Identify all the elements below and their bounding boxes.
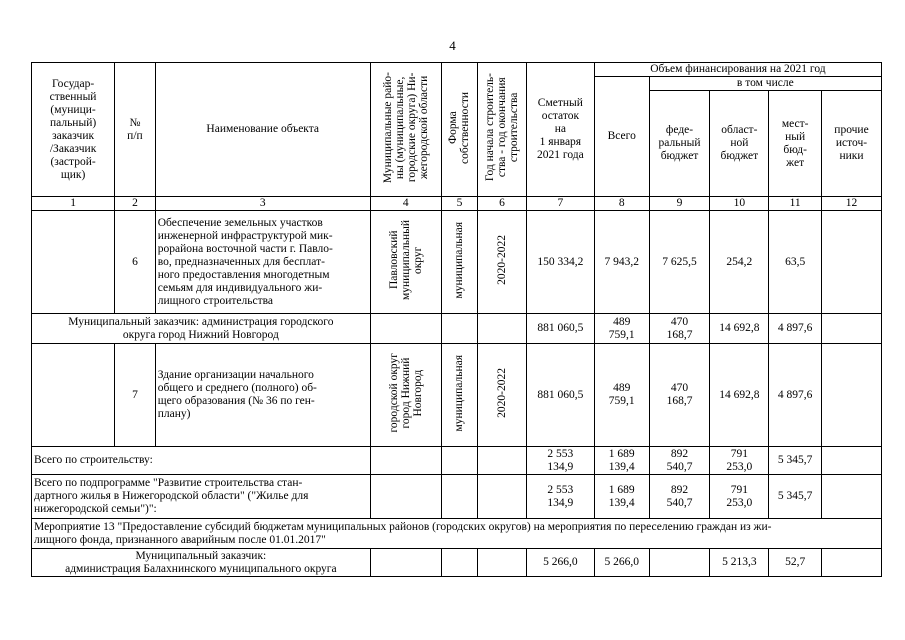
column-number: 4 [370,197,441,211]
cell-district [370,549,441,577]
cell-ownership [441,475,478,519]
cell-balance: 2 553 134,9 [526,447,594,475]
cell-object-name: Обеспечение земельных участков инженерной инфраструктурой мик- рорайона восточной части г. Павло- во, предназначенных для бесплат- ного предоставления многодетным семьям для индивидуального жи- лищного строительства [155,211,370,314]
header-federal: феде- ральный бюджет [649,91,710,197]
cell-customer [32,211,115,314]
cell-district [370,447,441,475]
cell-ownership [441,447,478,475]
cell-federal: 470 168,7 [649,344,710,447]
cell-num: 6 [115,211,156,314]
cell-other [822,211,882,314]
cell-balance: 881 060,5 [526,344,594,447]
cell-district: Павловский муниципальный округ [370,211,441,314]
cell-other [822,475,882,519]
column-number: 6 [478,197,527,211]
cell-other [822,344,882,447]
table-row-customer-nn [32,314,882,344]
table-row-total-subprogram [32,475,882,519]
cell-total: 7 943,2 [594,211,649,314]
column-number: 8 [594,197,649,211]
cell-subprogram-label: Всего по подпрограмме "Развитие строительства стан- дартного жилья в Нижегородской области" ("Жилье для нижегородской семьи")": [32,475,371,519]
cell-local: 5 345,7 [769,475,822,519]
financing-table [31,62,882,577]
cell-district: городской округ город Нижний Новгород [370,344,441,447]
cell-years [478,447,527,475]
cell-customer [32,344,115,447]
cell-regional: 791 253,0 [710,447,769,475]
column-number: 10 [710,197,769,211]
cell-total: 5 266,0 [594,549,649,577]
table-row-6 [32,211,882,314]
cell-regional: 14 692,8 [710,344,769,447]
cell-federal: 892 540,7 [649,447,710,475]
cell-years [478,475,527,519]
cell-regional: 254,2 [710,211,769,314]
cell-local: 52,7 [769,549,822,577]
header-object-name: Наименование объекта [155,63,370,197]
cell-district [370,475,441,519]
cell-regional: 791 253,0 [710,475,769,519]
table-row-total-construction [32,447,882,475]
cell-federal [649,549,710,577]
cell-object-name: Здание организации начального общего и среднего (полного) об- щего образования (№ 36 по ген- плану) [155,344,370,447]
cell-total: 1 689 139,4 [594,447,649,475]
cell-district [370,314,441,344]
header-regional: област- ной бюджет [710,91,769,197]
header-funding-volume: Объем финансирования на 2021 год [594,63,881,77]
cell-local: 5 345,7 [769,447,822,475]
cell-balance: 2 553 134,9 [526,475,594,519]
cell-ownership: муниципальная [441,344,478,447]
table-row-measure-13 [32,519,882,549]
cell-balance: 5 266,0 [526,549,594,577]
header-num: № п/п [115,63,156,197]
column-number: 5 [441,197,478,211]
cell-total: 489 759,1 [594,314,649,344]
header-district: Муниципальные райо- ны (муниципальные, городские округа) Ни- жегородской области [370,63,441,197]
cell-years [478,549,527,577]
table-row-customer-balakhna [32,549,882,577]
column-number: 1 [32,197,115,211]
cell-other [822,549,882,577]
cell-years: 2020-2022 [478,344,527,447]
column-number: 12 [822,197,882,211]
cell-regional: 5 213,3 [710,549,769,577]
cell-customer-label: Муниципальный заказчик: администрация городского округа город Нижний Новгород [32,314,371,344]
column-number: 11 [769,197,822,211]
cell-years [478,314,527,344]
cell-federal: 470 168,7 [649,314,710,344]
cell-other [822,447,882,475]
header-total: Всего [594,77,649,197]
header-including: в том числе [649,77,881,91]
cell-balance: 881 060,5 [526,314,594,344]
column-number: 2 [115,197,156,211]
header-customer: Государ- ственный (муници- пальный) заказчик /Заказчик (застрой- щик) [32,63,115,197]
cell-ownership: муниципальная [441,211,478,314]
column-number: 9 [649,197,710,211]
header-estimate-balance: Сметный остаток на 1 января 2021 года [526,63,594,197]
cell-regional: 14 692,8 [710,314,769,344]
cell-local: 4 897,6 [769,344,822,447]
header-other: прочие источ- ники [822,91,882,197]
header-local: мест- ный бюд- жет [769,91,822,197]
cell-customer-label: Муниципальный заказчик: администрация Балахнинского муниципального округа [32,549,371,577]
cell-local: 4 897,6 [769,314,822,344]
column-number: 7 [526,197,594,211]
cell-num: 7 [115,344,156,447]
cell-total: 489 759,1 [594,344,649,447]
cell-years: 2020-2022 [478,211,527,314]
cell-ownership [441,314,478,344]
cell-federal: 7 625,5 [649,211,710,314]
cell-ownership [441,549,478,577]
page-number: 4 [449,38,456,53]
cell-other [822,314,882,344]
table-row-7 [32,344,882,447]
column-number: 3 [155,197,370,211]
header-ownership: Форма собственности [441,63,478,197]
cell-local: 63,5 [769,211,822,314]
cell-measure-13: Мероприятие 13 "Предоставление субсидий бюджетам муниципальных районов (городских округов) на мероприятия по переселению граждан из жи- лищного фонда, признанного аварийным после 01.01.2017" [32,519,882,549]
cell-federal: 892 540,7 [649,475,710,519]
cell-total: 1 689 139,4 [594,475,649,519]
cell-balance: 150 334,2 [526,211,594,314]
header-years: Год начала строитель- ства - год окончания строительства [478,63,527,197]
column-numbers-row [32,197,882,211]
cell-total-label: Всего по строительству: [32,447,371,475]
